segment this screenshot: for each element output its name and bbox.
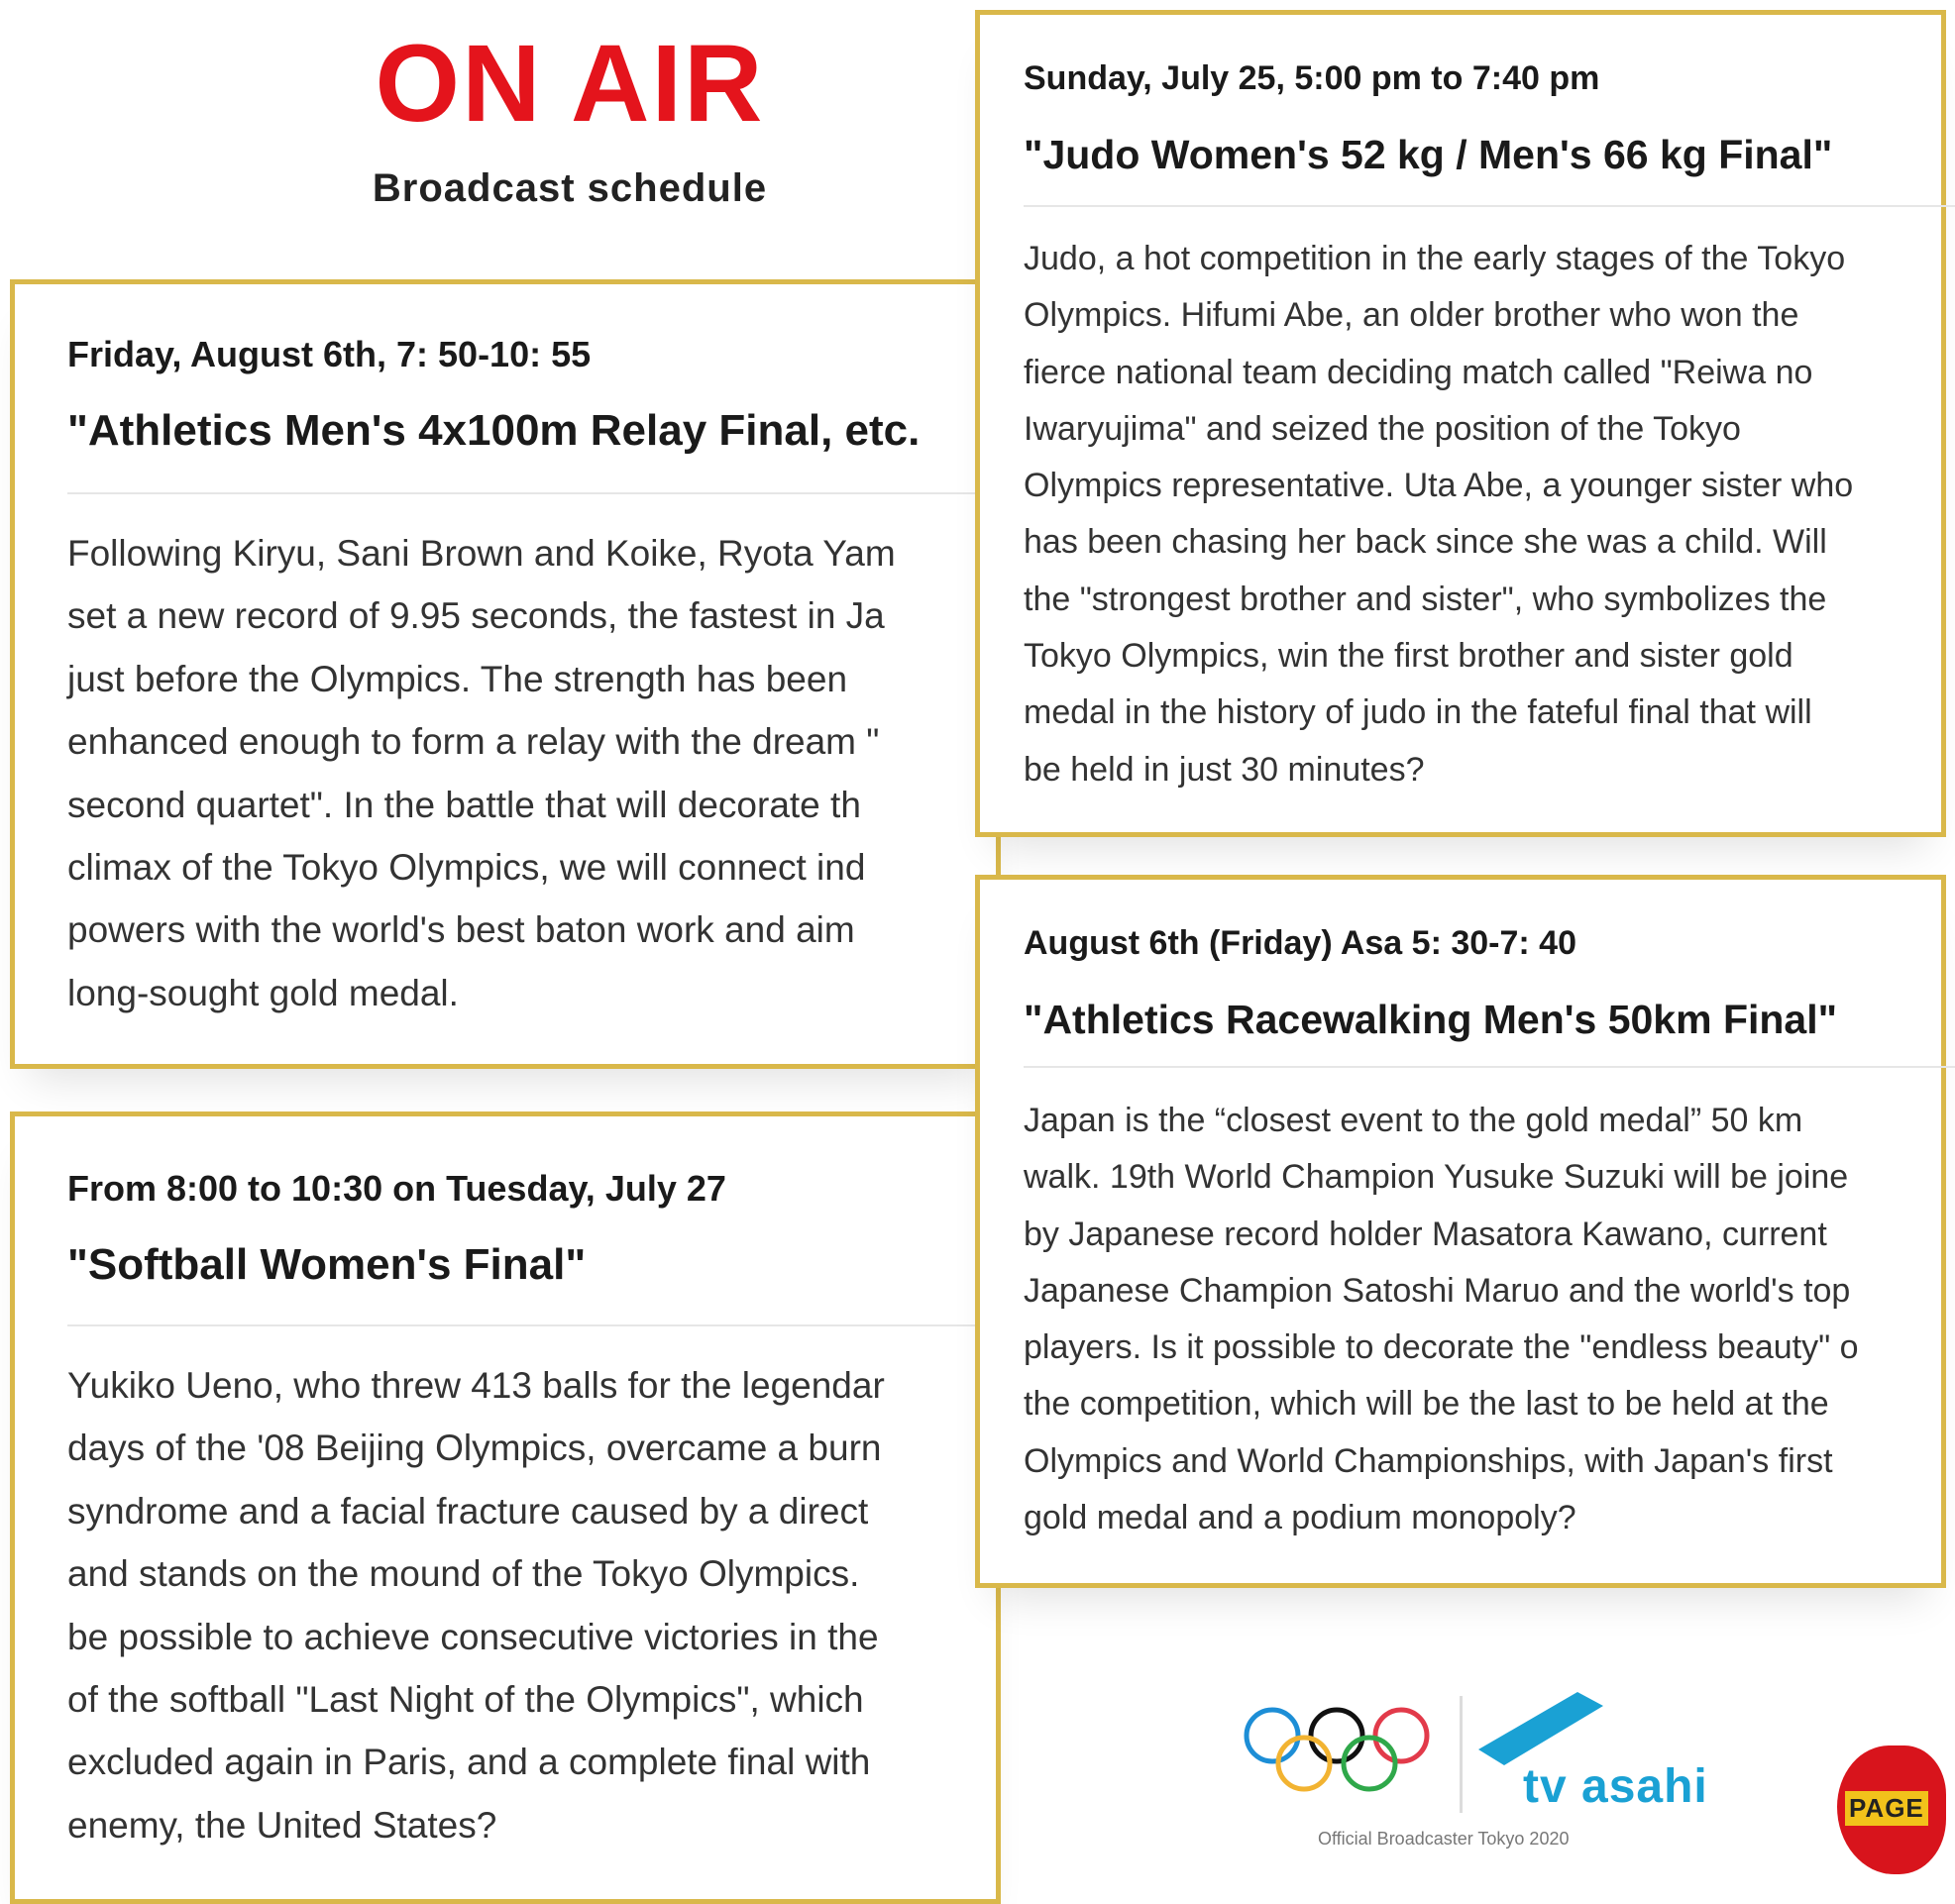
card-description xyxy=(67,1354,885,1856)
description-line: Tokyo Olympics, win the first brother and sister gold xyxy=(1024,637,1793,676)
description-line: has been chasing her back since she was a child. Will xyxy=(1024,523,1827,562)
tv-asahi-logo: tv asahi xyxy=(1523,1760,1708,1813)
description-line: the competition, which will be the last to be held at the xyxy=(1024,1385,1829,1424)
description-line: long-sought gold medal. xyxy=(67,972,459,1013)
description-line: of the softball "Last Night of the Olympics", which xyxy=(67,1679,864,1721)
on-air-heading: ON AIR xyxy=(375,23,765,145)
description-line: walk. 19th World Champion Yusuke Suzuki will be joine xyxy=(1024,1158,1849,1197)
right-column xyxy=(975,0,1924,1902)
description-line: gold medal and a podium monopoly? xyxy=(1024,1499,1576,1537)
card-description xyxy=(1024,231,1853,798)
description-line: Following Kiryu, Sani Brown and Koike, Ryota Yam xyxy=(67,533,896,574)
description-line: powers with the world's best baton work and aim xyxy=(67,909,855,951)
card-title: "Athletics Men's 4x100m Relay Final, etc. xyxy=(67,406,921,455)
official-broadcaster-note: Official Broadcaster Tokyo 2020 xyxy=(1318,1829,1570,1849)
schedule-card-judo[interactable] xyxy=(975,10,1946,837)
description-line: just before the Olympics. The strength has been xyxy=(67,658,848,699)
description-line: Yukiko Ueno, who threw 413 balls for the legendar xyxy=(67,1365,885,1406)
description-line: Olympics representative. Uta Abe, a younger sister who xyxy=(1024,467,1854,505)
description-line: the "strongest brother and sister", who symbolizes the xyxy=(1024,580,1827,618)
card-divider xyxy=(1024,205,1955,207)
description-line: players. Is it possible to decorate the "endless beauty" o xyxy=(1024,1328,1859,1367)
logo-divider xyxy=(1460,1696,1463,1813)
card-date: August 6th (Friday) Asa 5: 30-7: 40 xyxy=(1024,924,1576,962)
card-title: "Softball Women's Final" xyxy=(67,1240,587,1289)
card-date: Sunday, July 25, 5:00 pm to 7:40 pm xyxy=(1024,59,1600,97)
card-title: "Judo Women's 52 kg / Men's 66 kg Final" xyxy=(1024,132,1833,177)
card-date: Friday, August 6th, 7: 50-10: 55 xyxy=(67,334,592,374)
olympic-rings-icon xyxy=(1243,1704,1431,1798)
page-header xyxy=(0,20,1140,211)
description-line: Olympics and World Championships, with Japan's first xyxy=(1024,1441,1833,1480)
schedule-card-racewalking[interactable] xyxy=(975,875,1946,1588)
description-line: Iwaryujima" and seized the position of the Tokyo xyxy=(1024,409,1741,448)
description-line: be possible to achieve consecutive victories in the xyxy=(67,1616,879,1657)
page-badge-label[interactable]: PAGE xyxy=(1845,1791,1928,1826)
schedule-card-relay[interactable] xyxy=(10,279,1001,1069)
card-divider xyxy=(67,492,1019,494)
description-line: Olympics. Hifumi Abe, an older brother who won the xyxy=(1024,296,1799,335)
description-line: excluded again in Paris, and a complete final with xyxy=(67,1742,871,1783)
description-line: Japan is the “closest event to the gold medal” 50 km xyxy=(1024,1102,1803,1139)
description-line: enemy, the United States? xyxy=(67,1804,497,1846)
description-line: and stands on the mound of the Tokyo Olympics. xyxy=(67,1553,860,1595)
description-line: medal in the history of judo in the fateful final that will xyxy=(1024,693,1812,732)
description-line: be held in just 30 minutes? xyxy=(1024,750,1425,789)
card-description xyxy=(1024,1093,1859,1546)
description-line: days of the '08 Beijing Olympics, overcame a burn xyxy=(67,1428,882,1469)
card-divider xyxy=(67,1324,1019,1326)
card-date: From 8:00 to 10:30 on Tuesday, July 27 xyxy=(67,1168,726,1209)
card-divider xyxy=(1024,1066,1955,1068)
description-line: enhanced enough to form a relay with the dream " xyxy=(67,721,880,763)
schedule-card-softball[interactable] xyxy=(10,1111,1001,1904)
left-column xyxy=(0,0,951,1902)
card-title: "Athletics Racewalking Men's 50km Final" xyxy=(1024,997,1838,1042)
description-line: by Japanese record holder Masatora Kawano, current xyxy=(1024,1215,1827,1253)
description-line: set a new record of 9.95 seconds, the fastest in Ja xyxy=(67,595,885,637)
description-line: climax of the Tokyo Olympics, we will connect ind xyxy=(67,847,866,889)
description-line: fierce national team deciding match called "Reiwa no xyxy=(1024,353,1813,391)
description-line: Japanese Champion Satoshi Maruo and the world's top xyxy=(1024,1271,1851,1310)
card-description xyxy=(67,522,896,1024)
description-line: syndrome and a facial fracture caused by a direct xyxy=(67,1490,869,1532)
broadcast-schedule-subtitle: Broadcast schedule xyxy=(372,166,768,210)
description-line: second quartet". In the battle that will decorate th xyxy=(67,784,861,825)
description-line: Judo, a hot competition in the early stages of the Tokyo xyxy=(1024,240,1846,277)
